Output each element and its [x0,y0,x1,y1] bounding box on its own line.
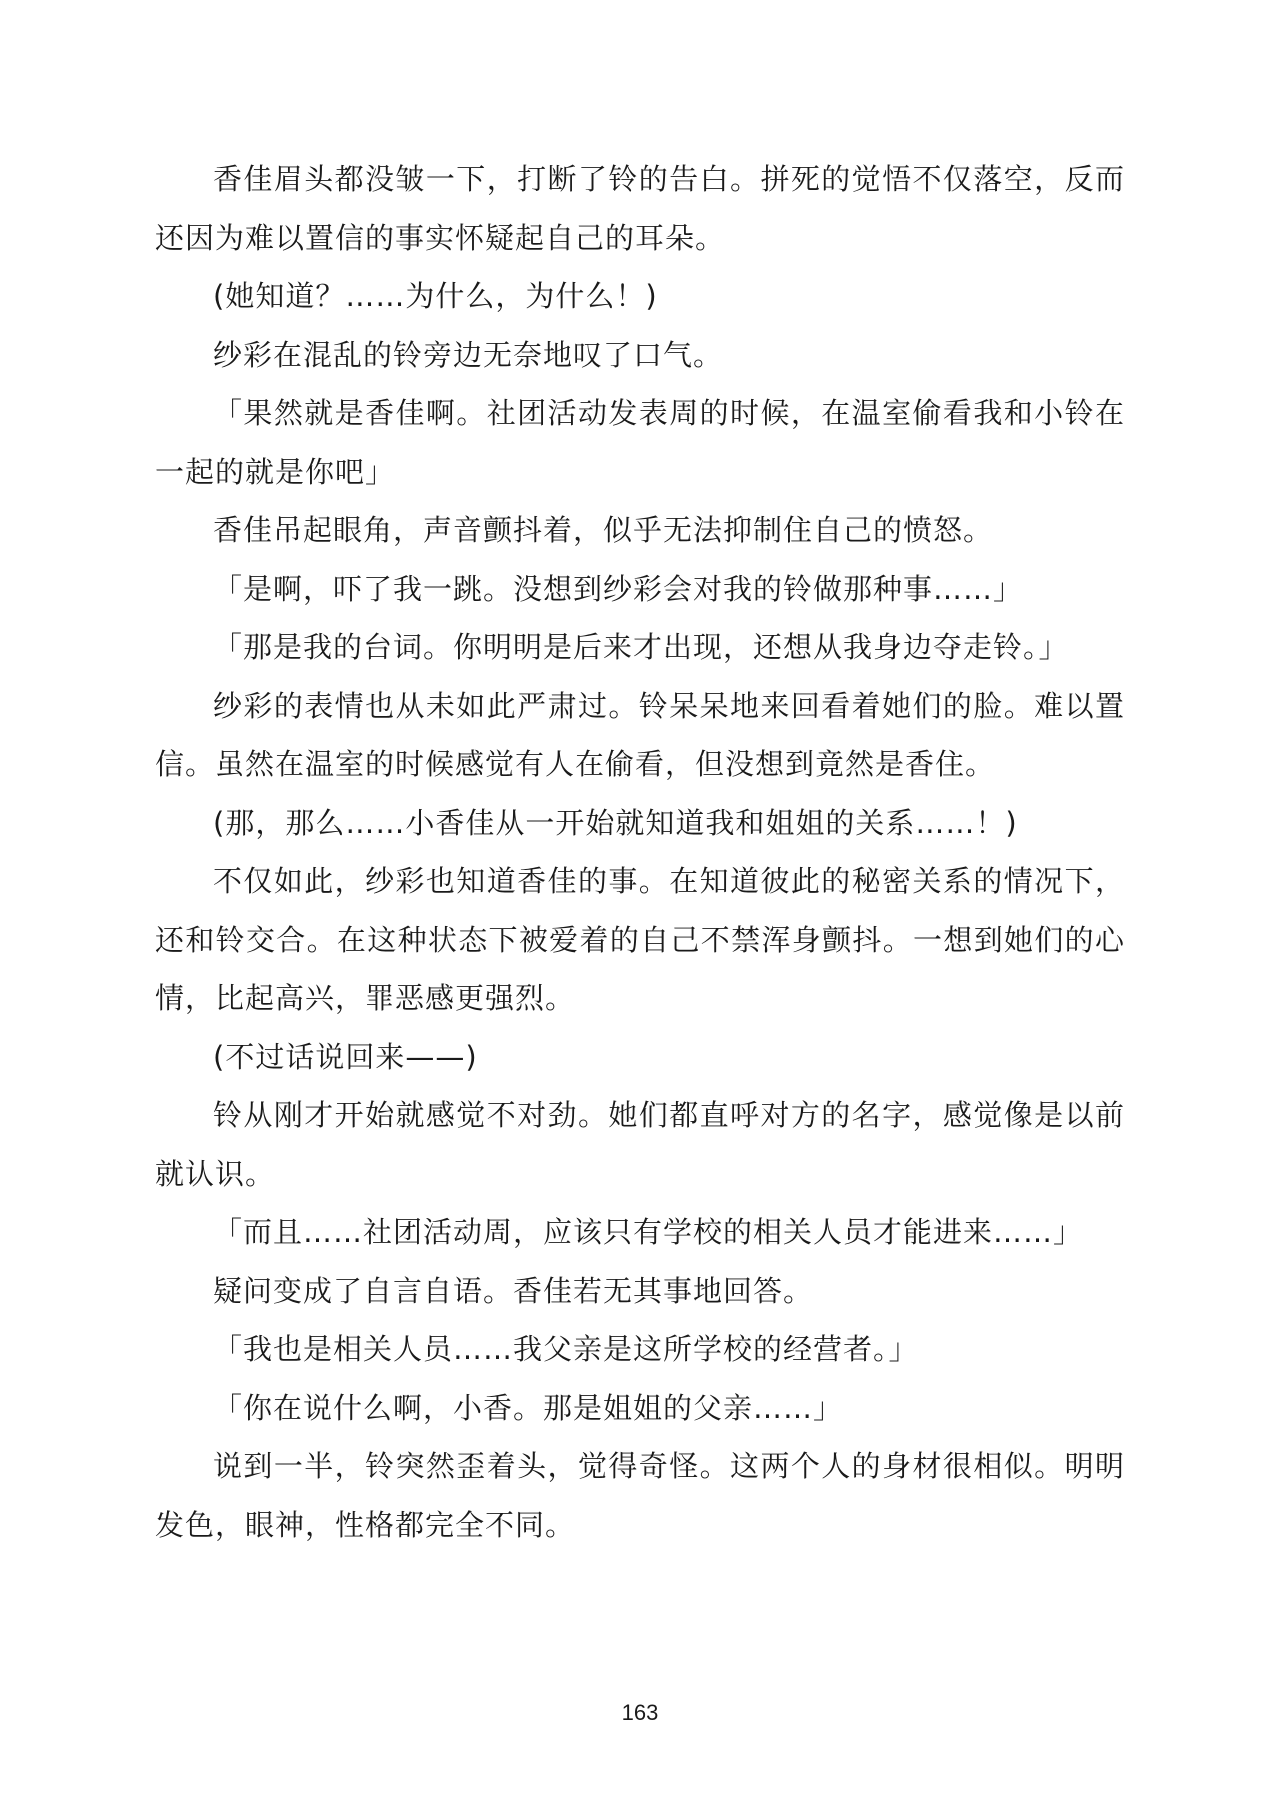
paragraph: 「你在说什么啊，小香。那是姐姐的父亲……」 [213,1390,844,1425]
paragraph: 说到一半，铃突然歪着头，觉得奇怪。这两个人的身材很相似。明明发色，眼神，性格都完全不同。 [155,1449,1125,1542]
paragraph: 纱彩的表情也从未如此严肃过。铃呆呆地来回看着她们的脸。难以置信。虽然在温室的时候感觉有人在偷看，但没想到竟然是香住。 [155,688,1125,781]
body-text [155,150,1125,1554]
paragraph: 「果然就是香佳啊。社团活动发表周的时候，在温室偷看我和小铃在一起的就是你吧」 [155,396,1125,489]
paragraph: 香佳吊起眼角，声音颤抖着，似乎无法抑制住自己的愤怒。 [213,513,994,547]
paragraph: 「我也是相关人员……我父亲是这所学校的经营者。」 [213,1332,919,1366]
paragraph: (不过话说回来——) [213,1039,478,1074]
paragraph: (那，那么……小香佳从一开始就知道我和姐姐的关系……！) [213,805,1018,840]
page-number: 163 [621,1700,659,1725]
paragraph: 疑问变成了自言自语。香佳若无其事地回答。 [213,1273,814,1308]
paragraph: 铃从刚才开始就感觉不对劲。她们都直呼对方的名字，感觉像是以前就认识。 [155,1098,1125,1191]
paragraph: 香佳眉头都没皱一下，打断了铃的告白。拼死的觉悟不仅落空，反而还因为难以置信的事实怀疑起自己的耳朵。 [155,162,1125,255]
paragraph: 「而且……社团活动周，应该只有学校的相关人员才能进来……」 [213,1215,1084,1249]
paragraph: 「那是我的台词。你明明是后来才出现，还想从我身边夺走铃。」 [213,630,1069,664]
paragraph: 纱彩在混乱的铃旁边无奈地叹了口气。 [213,337,724,372]
paragraph: 不仅如此，纱彩也知道香佳的事。在知道彼此的秘密关系的情况下，还和铃交合。在这种状态下被爱着的自己不禁浑身颤抖。一想到她们的心情，比起高兴，罪恶感更强烈。 [155,864,1125,1015]
paragraph: 「是啊，吓了我一跳。没想到纱彩会对我的铃做那种事……」 [213,571,1024,606]
paragraph: (她知道？……为什么，为什么！) [213,279,658,313]
